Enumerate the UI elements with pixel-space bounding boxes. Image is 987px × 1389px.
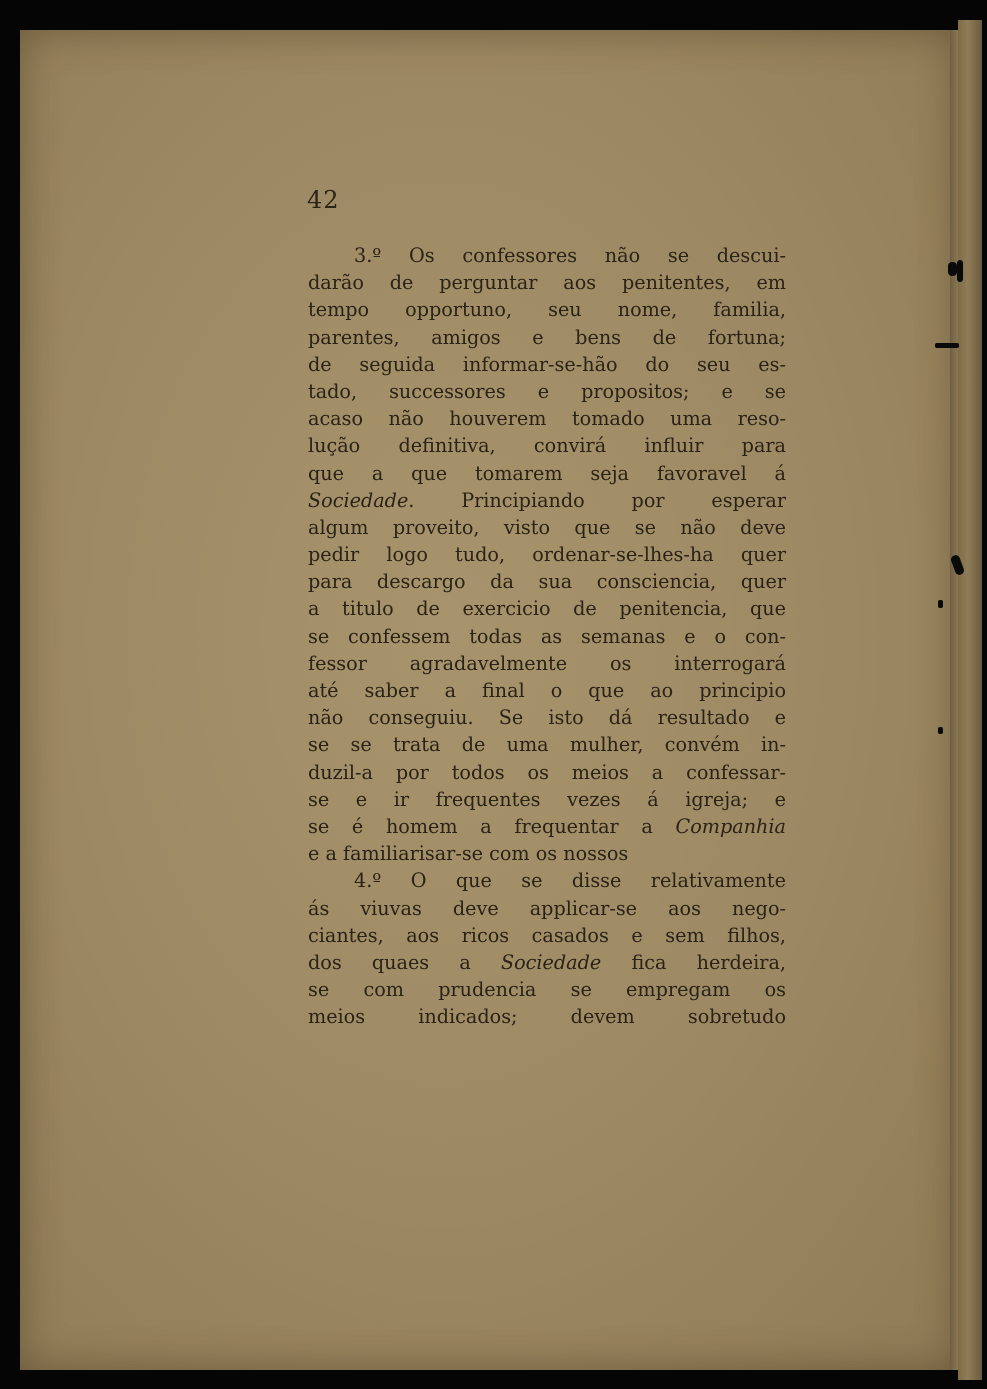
text-line: e a familiarisar-se com os nossos (308, 842, 629, 866)
text-line: tempo opportuno, seu nome, familia, (308, 298, 786, 322)
italic-term: Sociedade (308, 488, 409, 512)
ink-mark (938, 600, 943, 608)
text-line: algum proveito, visto que se não deve (308, 515, 786, 539)
italic-term: Sociedade (500, 950, 602, 974)
text-line: acaso não houverem tomado uma reso- (308, 407, 786, 431)
text-line: ás viuvas deve applicar-se aos nego- (308, 896, 786, 920)
text-line: se é homem a frequentar a Companhia (308, 814, 786, 838)
text-line: se confessem todas as semanas e o con- (308, 624, 786, 648)
body-text (308, 242, 786, 1030)
text-line: pedir logo tudo, ordenar-se-lhes-ha quer (308, 543, 786, 567)
italic-term: Companhia (675, 814, 786, 838)
text-line: a titulo de exercicio de penitencia, que (308, 597, 786, 621)
text-line: darão de perguntar aos penitentes, em (308, 271, 786, 295)
text-line: meios indicados; devem sobretudo (308, 1005, 786, 1029)
text-line: de seguida informar-se-hão do seu es- (308, 352, 786, 376)
text-line: parentes, amigos e bens de fortuna; (308, 325, 786, 349)
text-line: fessor agradavelmente os interrogará (308, 651, 786, 675)
ink-mark (948, 262, 957, 276)
text-line: se se trata de uma mulher, convém in- (308, 733, 786, 757)
page-number: 42 (307, 186, 340, 214)
text-line: para descargo da sua consciencia, quer (308, 570, 786, 594)
text-line: não conseguiu. Se isto dá resultado e (308, 706, 786, 730)
text-line: dos quaes a Sociedade fica herdeira, (308, 950, 786, 974)
page-edge (950, 30, 958, 1370)
text-line: duzil-a por todos os meios a confessar- (308, 760, 786, 784)
text-line: 3.º Os confessores não se descui- (354, 244, 786, 267)
text-line: se com prudencia se empregam os (308, 978, 786, 1002)
text-line: se e ir frequentes vezes á igreja; e (308, 787, 786, 811)
text-line: que a que tomarem seja favoravel á (308, 461, 786, 485)
text-line: 4.º O que se disse relativamente (354, 869, 786, 893)
text-line: lução definitiva, convirá influir para (308, 434, 786, 458)
text-line: até saber a final o que ao principio (308, 679, 786, 702)
text-line: Sociedade. Principiando por esperar (308, 488, 786, 512)
ink-mark (935, 343, 959, 348)
adjacent-page-strip (958, 20, 982, 1380)
text-line: tado, successores e propositos; e se (308, 379, 786, 403)
text-line: ciantes, aos ricos casados e sem filhos, (308, 923, 786, 947)
ink-mark (938, 727, 943, 734)
ink-mark (957, 260, 963, 282)
